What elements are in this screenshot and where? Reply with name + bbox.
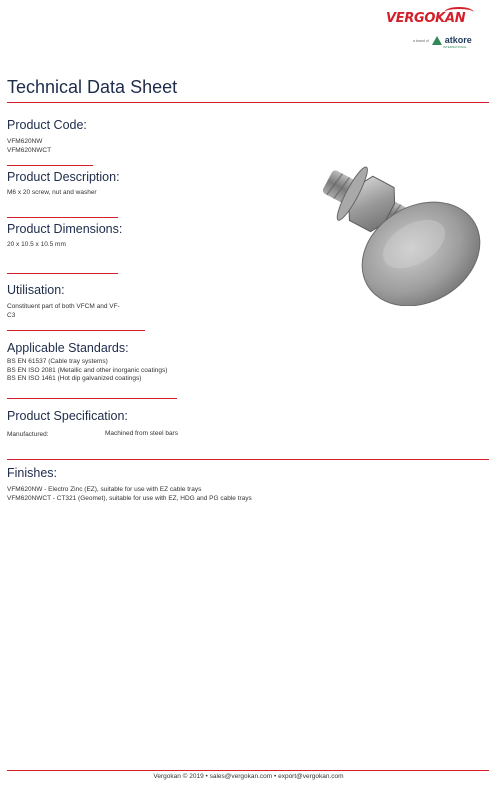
finishes-divider xyxy=(7,459,489,460)
title-divider xyxy=(7,102,489,103)
vergokan-logo: VERGOKAN xyxy=(386,11,465,26)
section-divider xyxy=(7,273,118,274)
product-description-value: M6 x 20 screw, nut and washer xyxy=(7,189,97,196)
product-code-value: VFM620NW VFM620NWCT xyxy=(7,138,52,154)
product-dimensions-heading: Product Dimensions: xyxy=(7,222,123,236)
bolt-with-nut-image xyxy=(296,136,486,306)
logo-swoosh-icon xyxy=(444,7,474,18)
atkore-logo xyxy=(413,35,472,49)
section-divider xyxy=(7,217,118,218)
partner-name: atkore xyxy=(444,35,472,45)
utilisation-value: Constituent part of both VFCM and VF- C3 xyxy=(7,303,120,319)
finishes-value: VFM620NW - Electro Zinc (EZ), suitable for use with EZ cable trays VFM620NWCT - CT321 (Geomet), suitable for use with EZ, HDG and PG cable trays xyxy=(7,486,252,502)
section-divider xyxy=(7,330,145,331)
applicable-standards-heading: Applicable Standards: xyxy=(7,341,129,355)
partner-sub: INTERNATIONAL xyxy=(443,45,467,49)
specification-label: Manufactured: xyxy=(7,431,49,438)
product-specification-heading: Product Specification: xyxy=(7,409,128,423)
section-divider xyxy=(7,165,93,166)
product-description-heading: Product Description: xyxy=(7,170,120,184)
finishes-heading: Finishes: xyxy=(7,466,58,480)
product-dimensions-value: 20 x 10.5 x 10.5 mm xyxy=(7,241,66,248)
atkore-mark-icon xyxy=(432,36,442,45)
footer-divider xyxy=(7,770,489,771)
specification-value: Machined from steel bars xyxy=(105,430,178,437)
footer-text: Vergokan © 2019 • sales@vergokan.com • export@vergokan.com xyxy=(153,773,344,780)
product-code-heading: Product Code: xyxy=(7,118,87,132)
partner-prefix: a brand of xyxy=(413,38,429,43)
page-title: Technical Data Sheet xyxy=(7,77,178,97)
utilisation-heading: Utilisation: xyxy=(7,283,65,297)
applicable-standards-value: BS EN 61537 (Cable tray systems) BS EN ISO 2081 (Metallic and other inorganic coatings) BS EN ISO 1461 (Hot dip galvanized coatings) xyxy=(7,358,168,382)
section-divider xyxy=(7,398,177,399)
